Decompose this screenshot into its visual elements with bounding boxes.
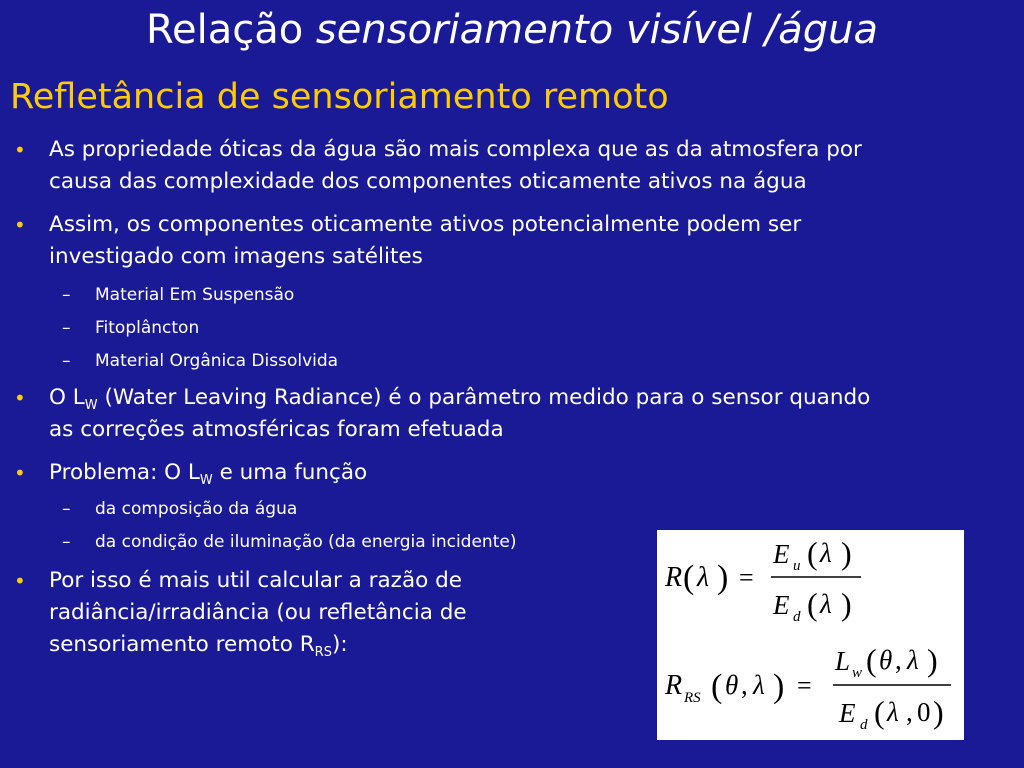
svg-text:R: R [665, 562, 683, 593]
bullet-dot: • [14, 213, 26, 237]
svg-text:RS: RS [684, 690, 701, 706]
bullet-dot: • [14, 461, 26, 485]
bullet-item: • Problema: O $L_W$ e uma função [49, 457, 367, 489]
formula-reflectance [664, 535, 861, 625]
svg-text:λ: λ [820, 538, 832, 568]
svg-text:,: , [906, 697, 913, 727]
svg-text:): ) [841, 535, 852, 571]
sub-item: – Material Em Suspensão [62, 285, 295, 305]
svg-text:(: ( [874, 694, 885, 730]
svg-text:θ: θ [879, 645, 893, 675]
slide-subtitle: Refletância de sensoriamento remoto [10, 77, 669, 117]
svg-text:,: , [741, 670, 748, 700]
svg-text:): ) [773, 668, 785, 705]
svg-text:): ) [933, 694, 944, 730]
svg-text:λ: λ [887, 697, 899, 727]
svg-text:(: ( [683, 559, 695, 596]
bullet-item: • As propriedade óticas da água são mais complexa que as da atmosfera por causa das complexidade dos componentes oticamente ativos na água [49, 134, 862, 198]
svg-text:d: d [860, 717, 868, 733]
svg-text:,: , [895, 645, 902, 675]
svg-text:λ: λ [907, 645, 919, 675]
bullet-item: • Por isso é mais util calcular a razão de radiância/irradiância (ou refletância de sensoriamento remoto $R_{RS}$): [49, 565, 467, 661]
svg-text:(: ( [866, 642, 877, 678]
formula-svg [657, 530, 964, 740]
svg-text:=: = [739, 563, 754, 592]
slide-title-italic: sensoriamento visível /água [315, 7, 878, 53]
svg-text:λ: λ [820, 589, 832, 619]
bullet-dot: • [14, 569, 26, 593]
svg-text:E: E [773, 590, 790, 620]
formula-box [657, 530, 964, 740]
bullet-item: • O $L_W$ (Water Leaving Radiance) é o parâmetro medido para o sensor quando as correções atmosféricas foram efetuada [49, 382, 870, 446]
svg-text:(: ( [807, 586, 818, 622]
svg-text:d: d [793, 609, 801, 625]
svg-text:): ) [841, 586, 852, 622]
sub-item: – Fitoplâncton [62, 318, 200, 338]
svg-text:): ) [717, 559, 729, 596]
svg-text:E: E [839, 698, 856, 728]
slide-title: Relação sensoriamento visível /água [146, 7, 878, 53]
svg-text:w: w [852, 665, 863, 681]
svg-text:L: L [835, 646, 851, 676]
svg-text:): ) [927, 642, 938, 678]
bullet-dot: • [14, 138, 26, 162]
svg-text:u: u [793, 558, 801, 574]
svg-text:θ: θ [725, 670, 739, 700]
svg-text:0: 0 [917, 697, 931, 727]
sub-item: – da composição da água [62, 499, 298, 519]
svg-text:(: ( [711, 668, 723, 705]
svg-text:(: ( [807, 535, 818, 571]
formula-rrs [664, 642, 951, 733]
bullet-dot: • [14, 386, 26, 410]
bullet-item: • Assim, os componentes oticamente ativos potencialmente podem ser investigado com imagens satélites [49, 209, 801, 273]
sub-item: – Material Orgânica Dissolvida [62, 351, 339, 371]
svg-text:λ: λ [697, 562, 710, 593]
svg-text:=: = [797, 671, 812, 700]
svg-text:λ: λ [753, 670, 765, 700]
svg-text:E: E [773, 539, 790, 569]
svg-text:R: R [665, 670, 683, 701]
sub-item: – da condição de iluminação (da energia incidente) [62, 532, 517, 552]
